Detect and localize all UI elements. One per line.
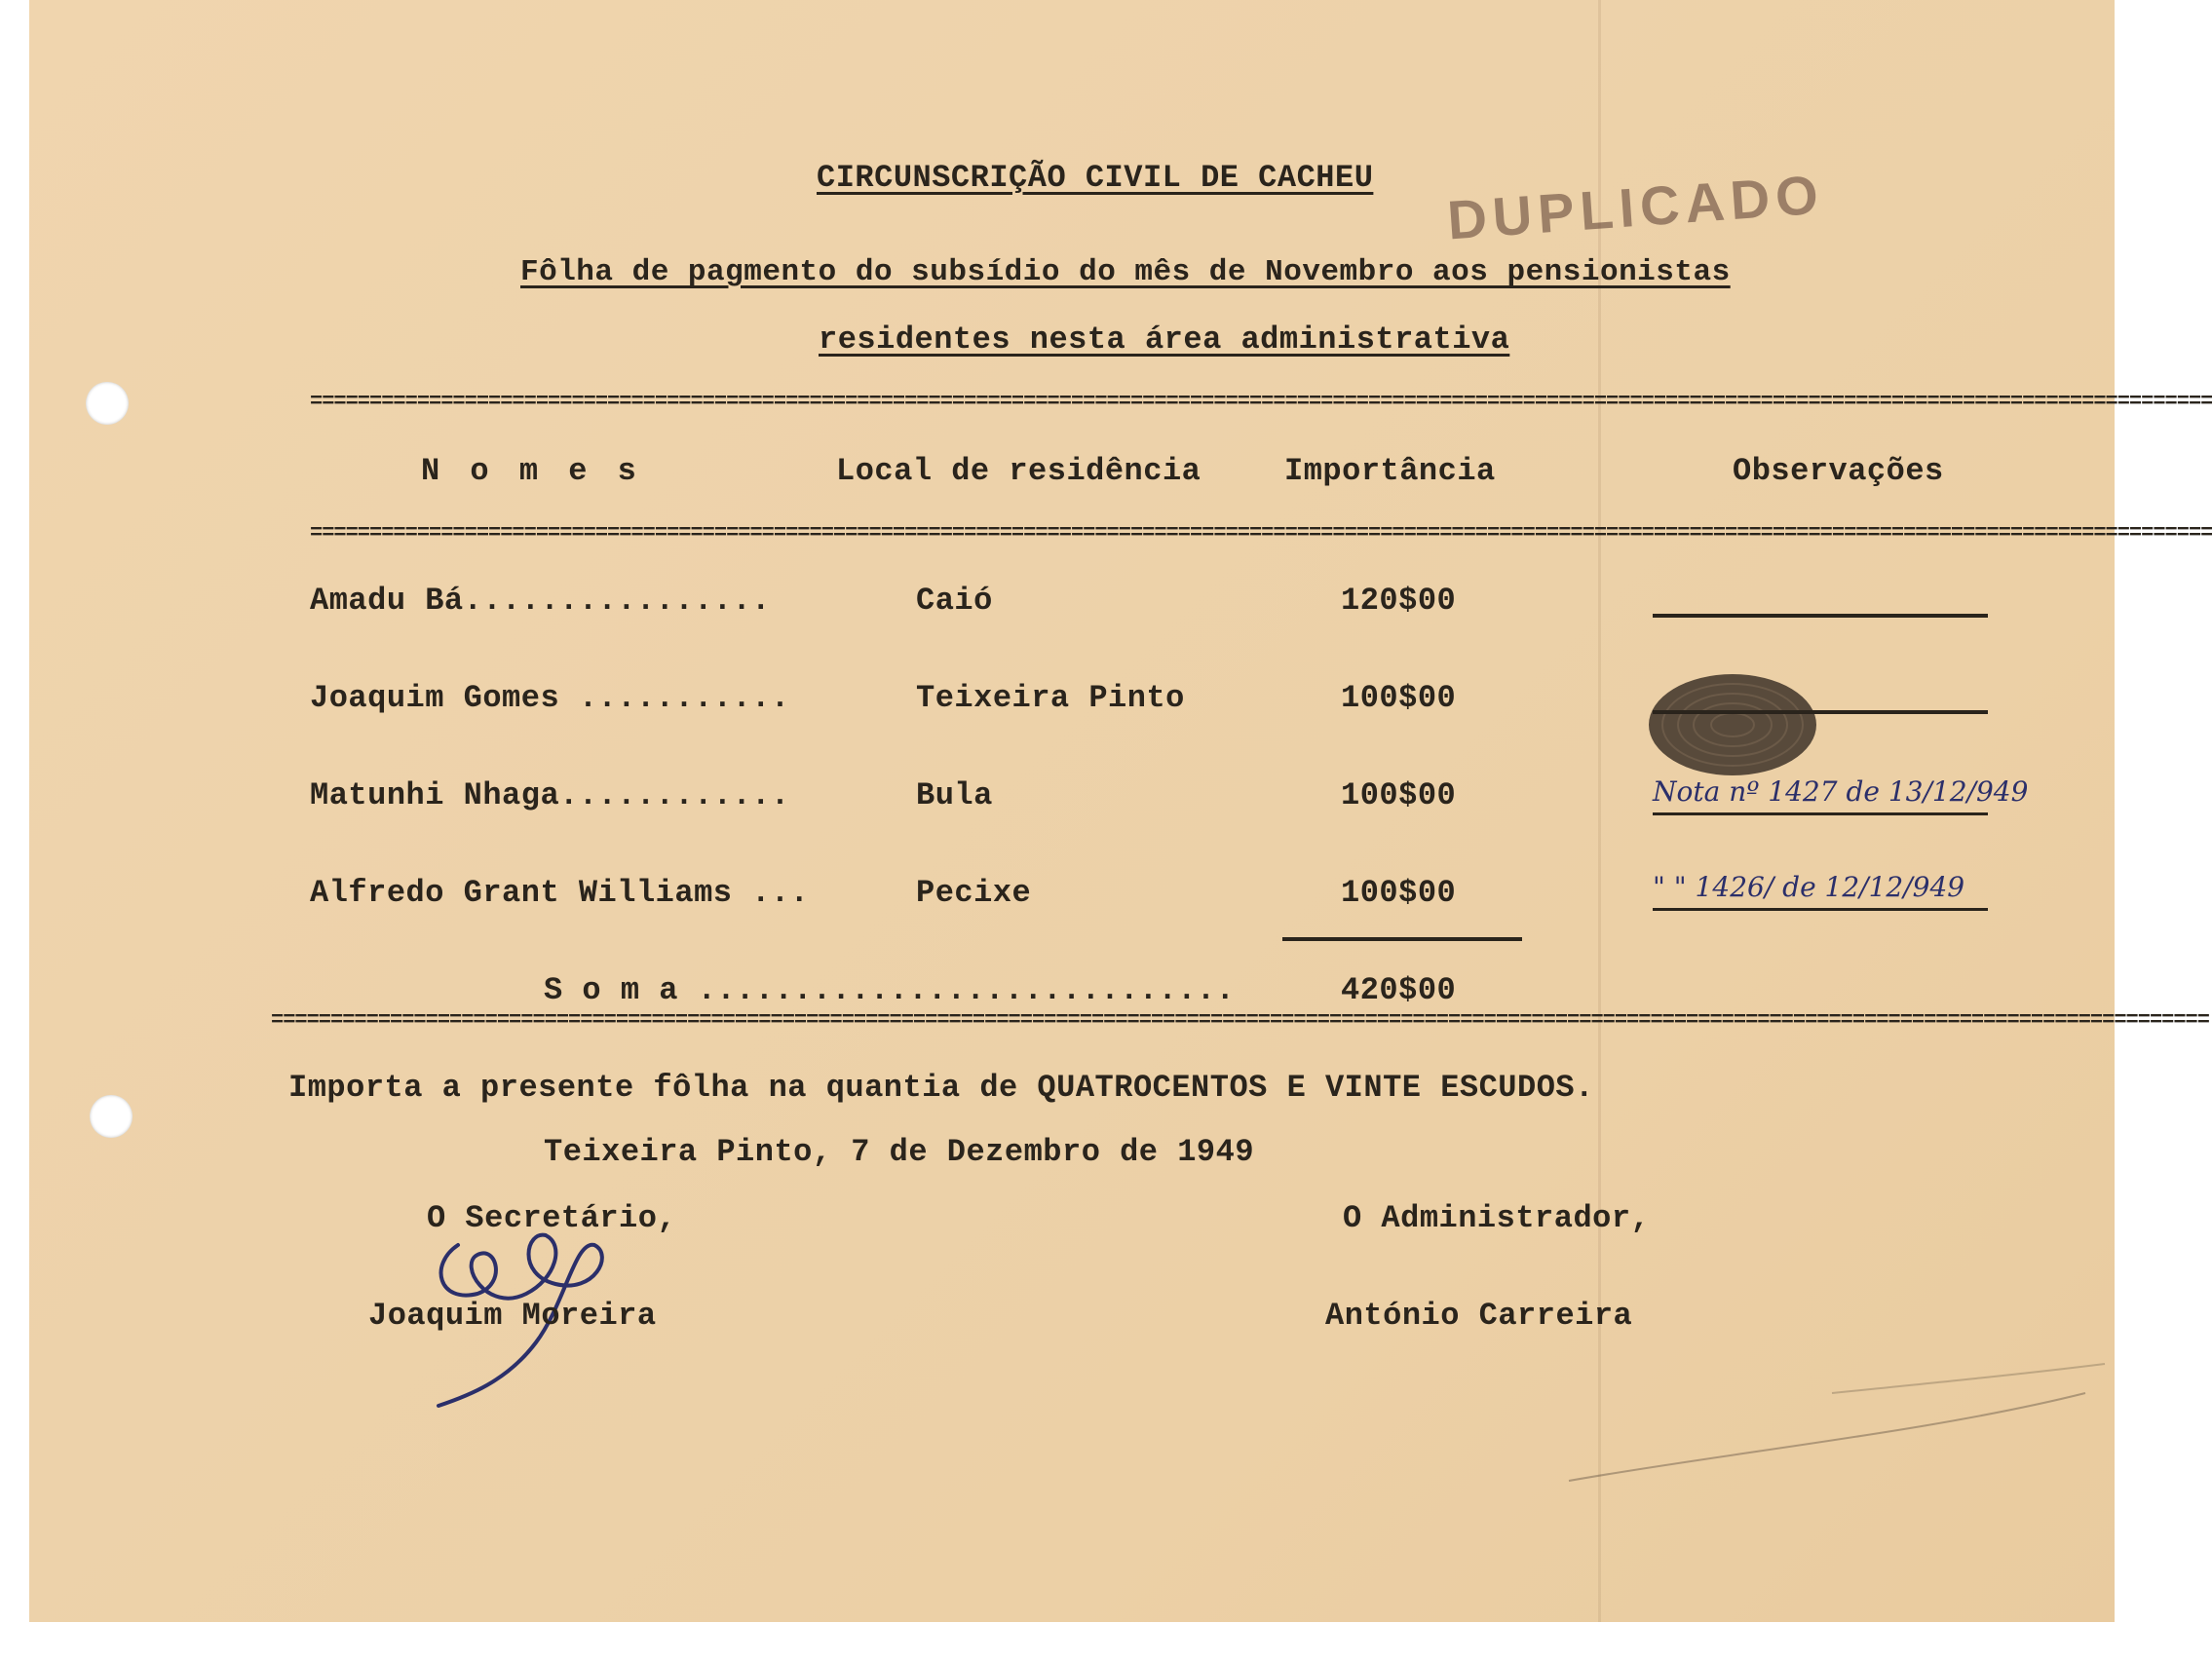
observation-line bbox=[1653, 614, 1988, 618]
table-row-amount: 100$00 bbox=[1341, 777, 1457, 813]
separator-line: ================================================================================================================================================================ bbox=[310, 521, 2212, 546]
place-and-date: Teixeira Pinto, 7 de Dezembro de 1949 bbox=[544, 1134, 1255, 1170]
document-page bbox=[29, 0, 2212, 1622]
column-header-residence: Local de residência bbox=[836, 453, 1201, 489]
table-row-residence: Caió bbox=[916, 583, 993, 619]
separator-line: =================================================================================================================================================================== bbox=[271, 1008, 2209, 1033]
document-subtitle-line1: Fôlha de pagmento do subsídio do mês de Novembro aos pensionistas bbox=[520, 255, 1731, 289]
secretary-title: O Secretário, bbox=[427, 1200, 677, 1236]
table-row-amount: 100$00 bbox=[1341, 680, 1457, 716]
document-title: CIRCUNSCRIÇÃO CIVIL DE CACHEU bbox=[817, 160, 1374, 196]
observation-note: " " 1426/ de 12/12/949 bbox=[1653, 871, 1965, 903]
observation-line bbox=[1653, 908, 1988, 911]
table-row-residence: Teixeira Pinto bbox=[916, 680, 1185, 716]
punch-hole bbox=[86, 382, 129, 425]
sum-underline bbox=[1282, 937, 1522, 941]
observation-line bbox=[1653, 812, 1988, 815]
table-row-name: Alfredo Grant Williams ... bbox=[310, 875, 810, 911]
document-subtitle-line2: residentes nesta área administrativa bbox=[819, 321, 1510, 358]
administrator-name: António Carreira bbox=[1325, 1298, 1633, 1334]
secretary-name: Joaquim Moreira bbox=[368, 1298, 657, 1334]
thumbprint-icon bbox=[1647, 670, 1822, 787]
table-row-name: Joaquim Gomes ........... bbox=[310, 680, 790, 716]
total-value: 420$00 bbox=[1341, 972, 1457, 1008]
administrator-title: O Administrador, bbox=[1343, 1200, 1651, 1236]
column-header-names: N o m e s bbox=[421, 453, 642, 489]
total-label: S o m a ............................ bbox=[544, 972, 1236, 1008]
table-row-residence: Bula bbox=[916, 777, 993, 813]
amount-in-words: Importa a presente fôlha na quantia de QUATROCENTOS E VINTE ESCUDOS. bbox=[288, 1070, 1594, 1106]
table-row-name: Matunhi Nhaga............ bbox=[310, 777, 790, 813]
column-header-amount: Importância bbox=[1284, 453, 1496, 489]
table-row-name: Amadu Bá................ bbox=[310, 583, 771, 619]
observation-note: Nota nº 1427 de 13/12/949 bbox=[1653, 775, 2029, 808]
table-row-amount: 100$00 bbox=[1341, 875, 1457, 911]
punch-hole bbox=[90, 1095, 133, 1138]
duplicado-stamp: DUPLICADO bbox=[1445, 163, 1826, 251]
paper-scratch bbox=[1540, 1354, 2124, 1491]
table-row-residence: Pecixe bbox=[916, 875, 1032, 911]
observation-line bbox=[1653, 710, 1988, 714]
separator-line: ================================================================================================================================================================ bbox=[310, 390, 2212, 414]
table-row-amount: 120$00 bbox=[1341, 583, 1457, 619]
column-header-observations: Observações bbox=[1733, 453, 1944, 489]
